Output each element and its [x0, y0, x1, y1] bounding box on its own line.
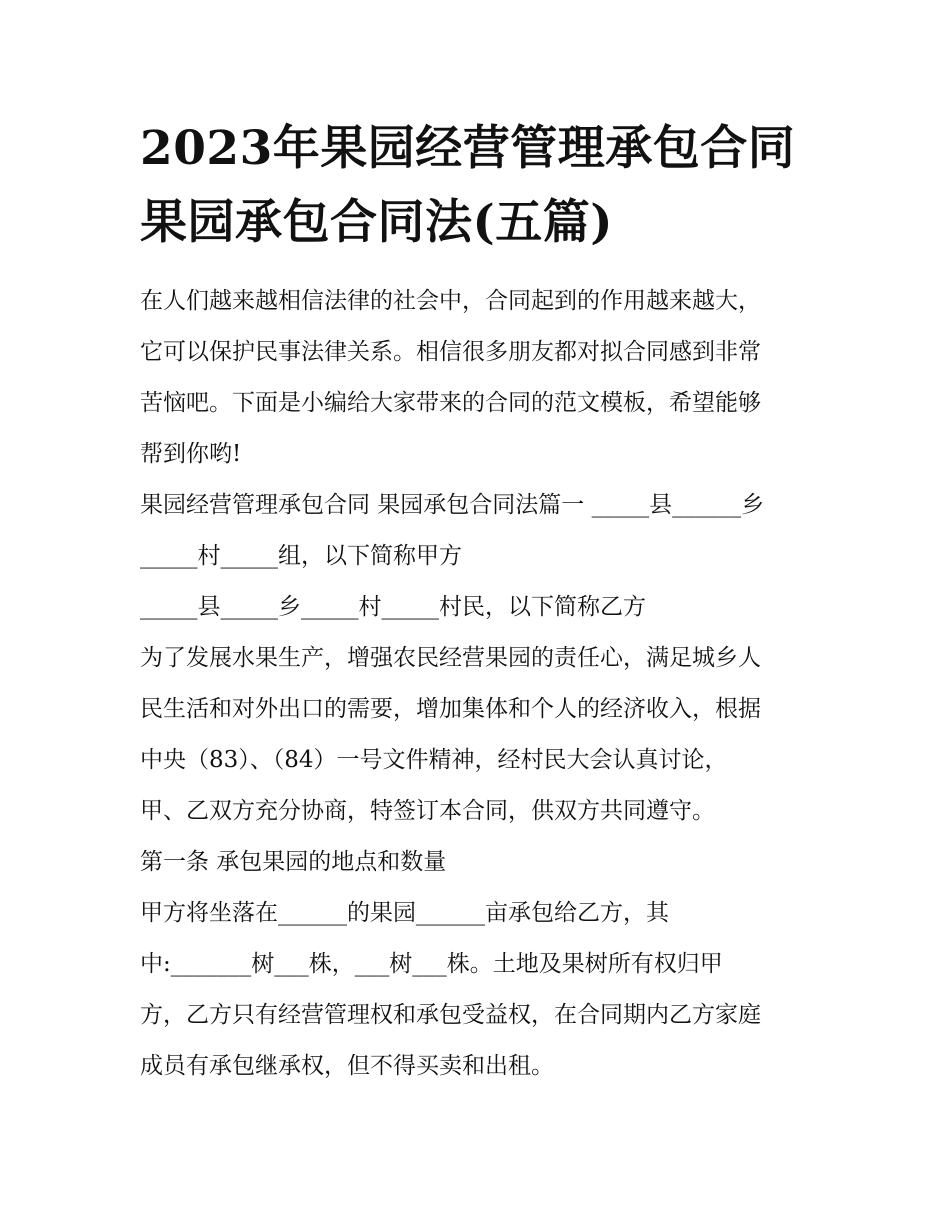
body-line-8: 为了发展水果生产，增强农民经营果园的责任心，满足城乡人	[140, 645, 761, 671]
document-title	[140, 112, 840, 260]
body-line-15: 方，乙方只有经营管理权和承包受益权，在合同期内乙方家庭	[140, 1002, 761, 1028]
body-line-16: 成员有承包继承权，但不得买卖和出租。	[140, 1053, 554, 1079]
body-line-11: 甲、乙双方充分协商，特签订本合同，供双方共同遵守。	[140, 798, 715, 824]
body-line-5: 果园经营管理承包合同 果园承包合同法篇一 _____县______乡	[140, 492, 765, 518]
body-line-3: 苦恼吧。下面是小编给大家带来的合同的范文模板，希望能够	[140, 390, 761, 416]
body-line-9: 民生活和对外出口的需要，增加集体和个人的经济收入，根据	[140, 696, 761, 722]
body-line-10: 中央（83）、（84）一号文件精神，经村民大会认真讨论，	[140, 747, 728, 773]
body-line-6: _____村_____组，以下简称甲方	[140, 543, 462, 569]
body-line-12: 第一条 承包果园的地点和数量	[140, 849, 447, 875]
body-line-2: 它可以保护民事法律关系。相信很多朋友都对拟合同感到非常	[140, 339, 761, 365]
body-line-14: 中:_______树___株，___树___株。土地及果树所有权归甲	[140, 951, 723, 977]
body-line-1: 在人们越来越相信法律的社会中，合同起到的作用越来越大，	[140, 288, 761, 314]
title-line-1: 2023年果园经营管理承包合同	[140, 121, 796, 176]
body-line-13: 甲方将坐落在______的果园______亩承包给乙方，其	[140, 900, 669, 926]
body-line-7: _____县_____乡_____村_____村民，以下简称乙方	[140, 594, 646, 620]
document-body	[140, 276, 830, 1092]
title-line-2: 果园承包合同法(五篇)	[140, 195, 613, 250]
body-line-4: 帮到你哟!	[140, 441, 242, 467]
